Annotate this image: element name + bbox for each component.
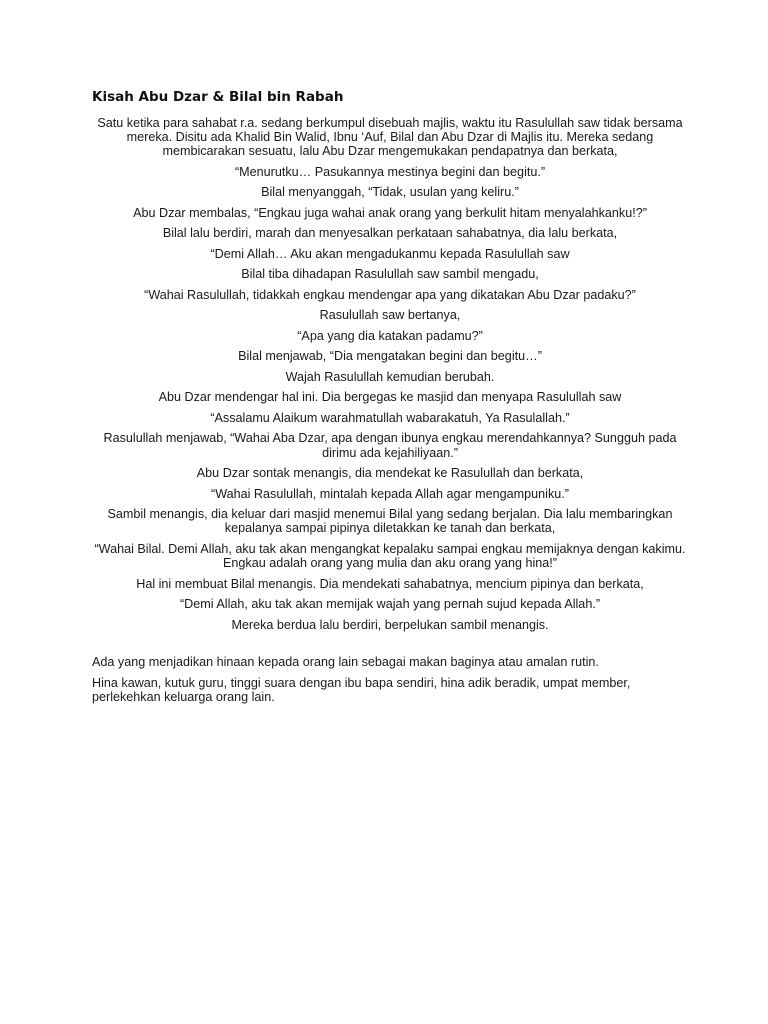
- story-paragraph: Abu Dzar sontak menangis, dia mendekat ke Rasulullah dan berkata,: [196, 466, 584, 481]
- story-text: [92, 116, 688, 638]
- story-paragraph: Bilal lalu berdiri, marah dan menyesalkan perkataan sahabatnya, dia lalu berkata,: [162, 226, 618, 241]
- story-paragraph: “Menurutku… Pasukannya mestinya begini dan begitu.”: [234, 164, 546, 179]
- story-paragraph: Rasulullah saw bertanya,: [319, 308, 461, 323]
- story-paragraph: Bilal menyanggah, “Tidak, usulan yang keliru.”: [261, 185, 519, 200]
- story-paragraph: Abu Dzar mendengar hal ini. Dia bergegas ke masjid dan menyapa Rasulullah saw: [158, 390, 622, 405]
- story-paragraph: Sambil menangis, dia keluar dari masjid menemui Bilal yang sedang berjalan. Dia lalu membaringkan kepalanya sampai pipinya diletakkan ke tanah dan berkata,: [107, 507, 673, 536]
- closing-paragraph: Hina kawan, kutuk guru, tinggi suara dengan ibu bapa sendiri, hina adik beradik, umpat member, perlekehkan keluarga orang lain.: [92, 675, 631, 704]
- story-paragraph: Bilal menjawab, “Dia mengatakan begini dan begitu…”: [238, 349, 542, 364]
- story-paragraph: “Demi Allah, aku tak akan memijak wajah yang pernah sujud kepada Allah.”: [179, 597, 601, 612]
- story-paragraph: “Apa yang dia katakan padamu?”: [297, 328, 483, 343]
- story-paragraph: “Wahai Bilal. Demi Allah, aku tak akan mengangkat kepalaku sampai engkau memijaknya dengan kakimu. Engkau adalah orang yang mulia dan aku orang yang hina!”: [94, 541, 686, 571]
- closing-paragraph: Ada yang menjadikan hinaan kepada orang lain sebagai makan baginya atau amalan rutin.: [92, 655, 599, 669]
- story-paragraph: Satu ketika para sahabat r.a. sedang berkumpul disebuah majlis, waktu itu Rasulullah saw tidak bersama mereka. Disitu ada Khalid Bin Walid, Ibnu ‘Auf, Bilal dan Abu Dzar di Majlis itu. Mereka sedang membicarakan sesuatu, lalu Abu Dzar mengemukakan pendapatnya dan berkata,: [97, 116, 683, 159]
- story-paragraph: Bilal tiba dihadapan Rasulullah saw sambil mengadu,: [241, 267, 539, 282]
- story-paragraph: Rasulullah menjawab, “Wahai Aba Dzar, apa dengan ibunya engkau merendahkannya? Sungguh pada dirimu ada kejahiliyaan.”: [103, 431, 677, 460]
- document-title: Kisah Abu Dzar & Bilal bin Rabah: [92, 89, 344, 105]
- story-paragraph: Abu Dzar membalas, “Engkau juga wahai anak orang yang berkulit hitam menyalahkanku!?”: [133, 205, 647, 220]
- story-paragraph: Mereka berdua lalu berdiri, berpelukan sambil menangis.: [231, 617, 549, 632]
- story-paragraph: Wajah Rasulullah kemudian berubah.: [285, 369, 495, 384]
- story-paragraph: “Wahai Rasulullah, tidakkah engkau mendengar apa yang dikatakan Abu Dzar padaku?”: [144, 287, 636, 302]
- story-paragraph: “Demi Allah… Aku akan mengadukanmu kepada Rasulullah saw: [210, 246, 570, 261]
- closing-text: [92, 655, 688, 710]
- story-paragraph: “Wahai Rasulullah, mintalah kepada Allah agar mengampuniku.”: [211, 486, 569, 501]
- story-paragraph: “Assalamu Alaikum warahmatullah wabarakatuh, Ya Rasulallah.”: [210, 410, 570, 425]
- story-paragraph: Hal ini membuat Bilal menangis. Dia mendekati sahabatnya, mencium pipinya dan berkata,: [136, 576, 644, 591]
